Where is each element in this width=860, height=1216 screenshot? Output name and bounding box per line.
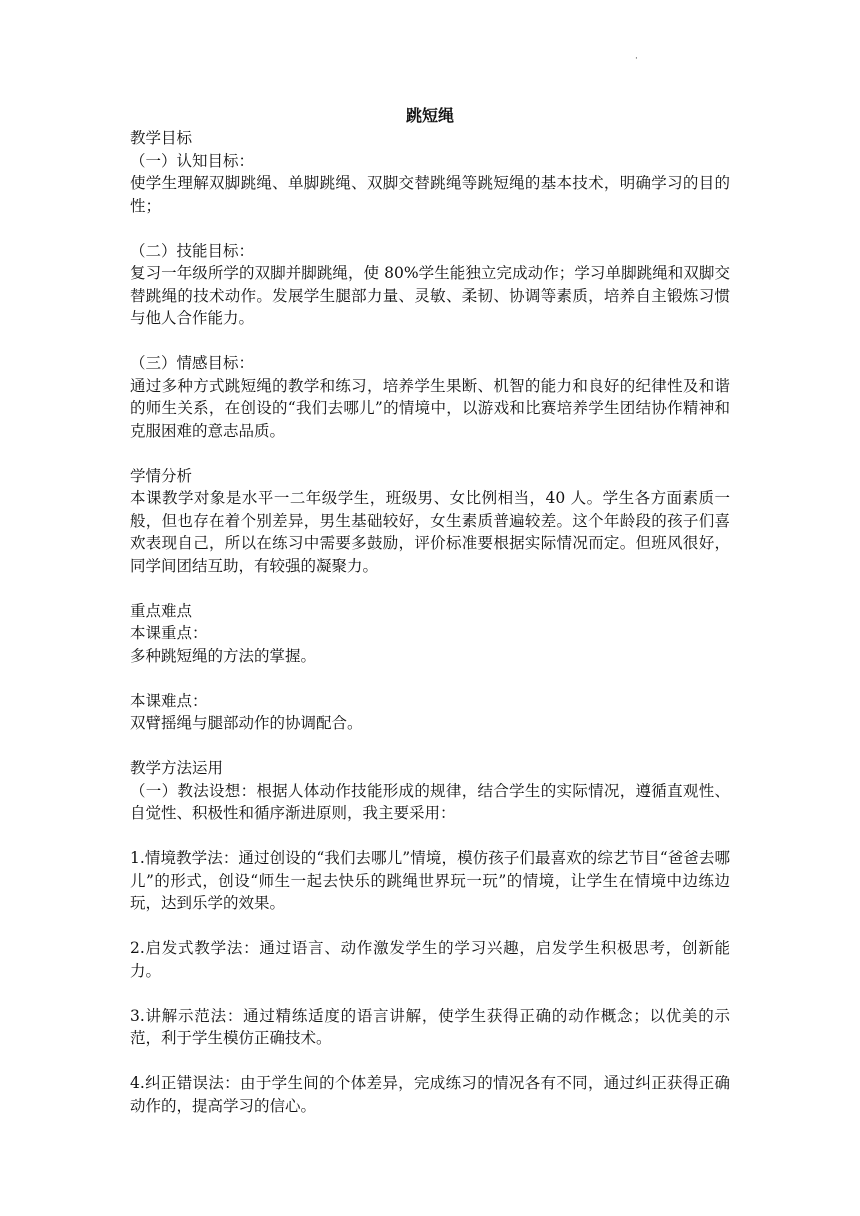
paragraph-cognitive: 使学生理解双脚跳绳、单脚跳绳、双脚交替跳绳等跳短绳的基本技术，明确学习的目的性； xyxy=(130,174,730,215)
paragraph-methods-intro: （一）教法设想：根据人体动作技能形成的规律，结合学生的实际情况，遵循直观性、自觉性、积极性和循序渐进原则，我主要采用： xyxy=(130,781,730,822)
subheading-skill: （二）技能目标： xyxy=(130,241,255,260)
subheading-cognitive: （一）认知目标： xyxy=(130,151,255,170)
section-heading-analysis: 学情分析 xyxy=(130,466,193,485)
subheading-emotion: （三）情感目标： xyxy=(130,354,255,372)
spacer xyxy=(130,735,730,758)
spacer xyxy=(130,915,730,938)
method-item: 1.情境教学法：通过创设的“我们去哪儿”情境，模仿孩子们最喜欢的综艺节目“爸爸去哪儿”的形式，创设“师生一起去快乐的跳绳世界玩一玩”的情境，让学生在情境中边练边玩，达到乐学的效果。 xyxy=(130,849,730,912)
subheading-focus: 本课重点： xyxy=(130,624,208,642)
document-body xyxy=(130,127,730,1117)
section-heading-goals: 教学目标 xyxy=(130,129,193,147)
spacer xyxy=(130,330,730,353)
section-heading-methods: 教学方法运用 xyxy=(130,759,224,777)
spacer xyxy=(130,982,730,1005)
paragraph-difficulty: 双臂摇绳与腿部动作的协调配合。 xyxy=(130,714,363,732)
paragraph-skill: 复习一年级所学的双脚并脚跳绳，使 80%学生能独立完成动作；学习单脚跳绳和双脚交替跳绳的技术动作。发展学生腿部力量、灵敏、柔韧、协调等素质，培养自主锻炼习惯与他人合作能力。 xyxy=(130,264,730,327)
paragraph-focus: 多种跳短绳的方法的掌握。 xyxy=(130,646,317,665)
method-item: 3.讲解示范法：通过精练适度的语言讲解，使学生获得正确的动作概念；以优美的示范，利于学生模仿正确技术。 xyxy=(130,1006,730,1047)
method-item: 2.启发式教学法：通过语言、动作激发学生的学习兴趣，启发学生积极思考，创新能力。 xyxy=(130,939,730,980)
subheading-difficulty: 本课难点： xyxy=(130,691,208,710)
spacer xyxy=(130,1050,730,1073)
page-mark: · xyxy=(635,54,638,64)
spacer xyxy=(130,217,730,240)
section-heading-key-points: 重点难点 xyxy=(130,601,193,620)
paragraph-emotion: 通过多种方式跳短绳的教学和练习，培养学生果断、机智的能力和良好的纪律性及和谐的师生关系，在创设的“我们去哪儿”的情境中，以游戏和比赛培养学生团结协作精神和克服困难的意志品质。 xyxy=(130,376,730,440)
document-title: 跳短绳 xyxy=(405,106,454,125)
spacer xyxy=(130,442,730,465)
method-item: 4.纠正错误法：由于学生间的个体差异，完成练习的情况各有不同，通过纠正获得正确动作的，提高学习的信心。 xyxy=(130,1074,730,1115)
spacer xyxy=(130,825,730,848)
paragraph-analysis: 本课教学对象是水平一二年级学生，班级男、女比例相当，40 人。学生各方面素质一般，但也存在着个别差异，男生基础较好，女生素质普遍较差。这个年龄段的孩子们喜欢表现自己，所以在练习中需要多鼓励，评价标准要根据实际情况而定。但班风很好，同学间团结互助，有较强的凝聚力。 xyxy=(130,489,730,575)
spacer xyxy=(130,667,730,690)
spacer xyxy=(130,577,730,600)
